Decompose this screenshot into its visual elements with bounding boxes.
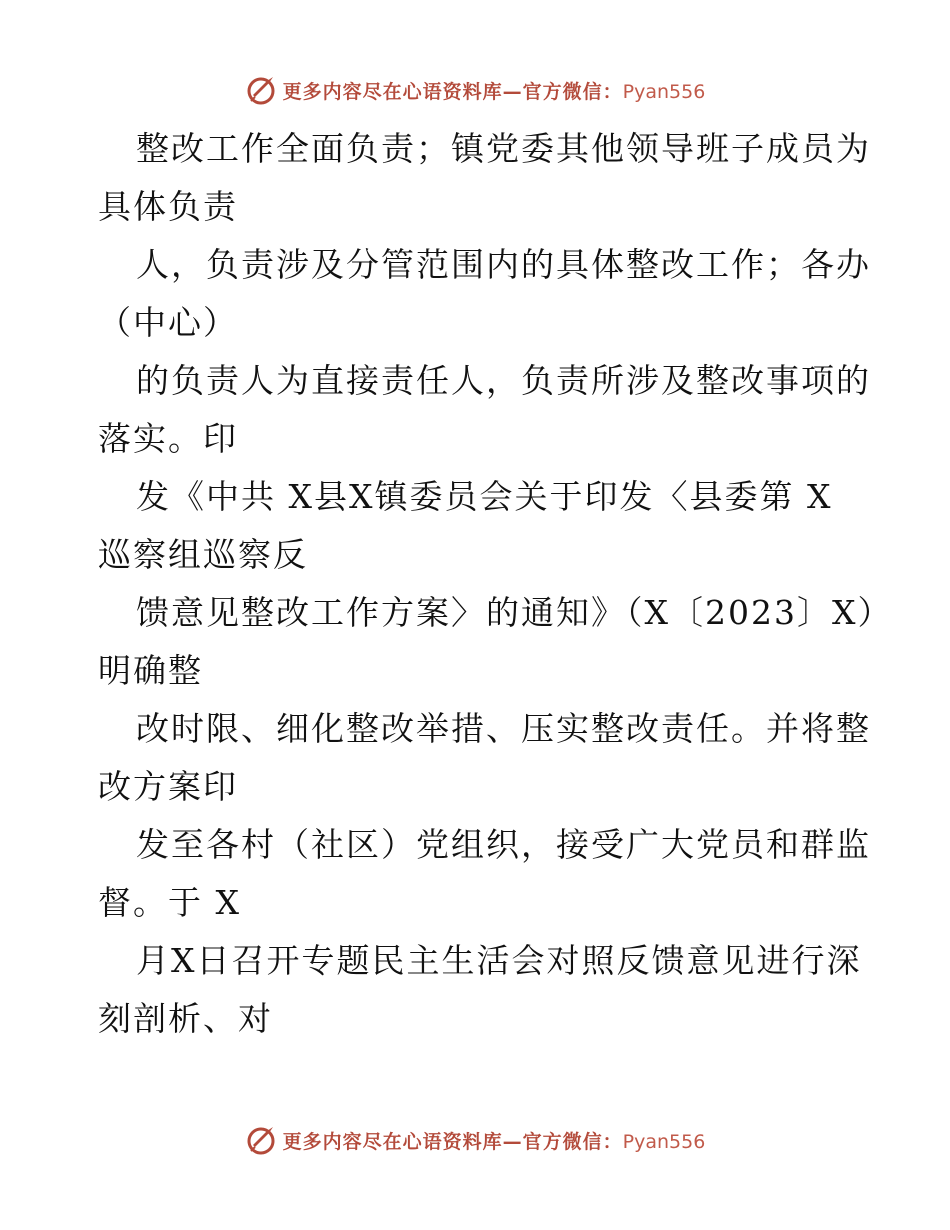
text-line: 督。于 X	[98, 883, 241, 922]
text-line: 馈意见整改工作方案〉的通知》（X〔2023〕X）	[136, 593, 893, 632]
watermark-id: Pyan556	[622, 80, 706, 103]
watermark-text	[283, 1127, 706, 1154]
text-line: 刻剖析、对	[98, 999, 273, 1038]
text-line: 改时限、细化整改举措、压实整改责任。并将整	[136, 709, 871, 748]
text-line: 具体负责	[98, 187, 238, 226]
watermark-brand: 更多内容尽在心语资料库—官方微信：	[282, 1130, 623, 1153]
text-line: 整改工作全面负责；镇党委其他领导班子成员为	[136, 129, 871, 168]
quill-logo-icon	[245, 73, 279, 107]
text-line: 改方案印	[98, 767, 238, 806]
header-watermark	[0, 70, 950, 110]
watermark-id: Pyan556	[622, 1130, 706, 1153]
text-line: 明确整	[98, 651, 203, 690]
footer-watermark	[0, 1120, 950, 1160]
text-line: 发至各村（社区）党组织，接受广大党员和群监	[136, 825, 871, 864]
text-line: 落实。印	[98, 419, 238, 458]
text-line: 月X日召开专题民主生活会对照反馈意见进行深	[136, 941, 862, 980]
text-line: 发《中共 X县X镇委员会关于印发〈县委第 X	[136, 477, 833, 516]
quill-logo-icon	[245, 1123, 279, 1157]
document-body	[98, 120, 893, 1048]
text-line: 巡察组巡察反	[98, 535, 308, 574]
text-line: （中心）	[98, 303, 238, 342]
watermark-text	[283, 77, 706, 104]
watermark-brand: 更多内容尽在心语资料库—官方微信：	[282, 80, 623, 103]
text-line: 人，负责涉及分管范围内的具体整改工作；各办	[136, 245, 871, 284]
text-line: 的负责人为直接责任人，负责所涉及整改事项的	[136, 361, 871, 400]
